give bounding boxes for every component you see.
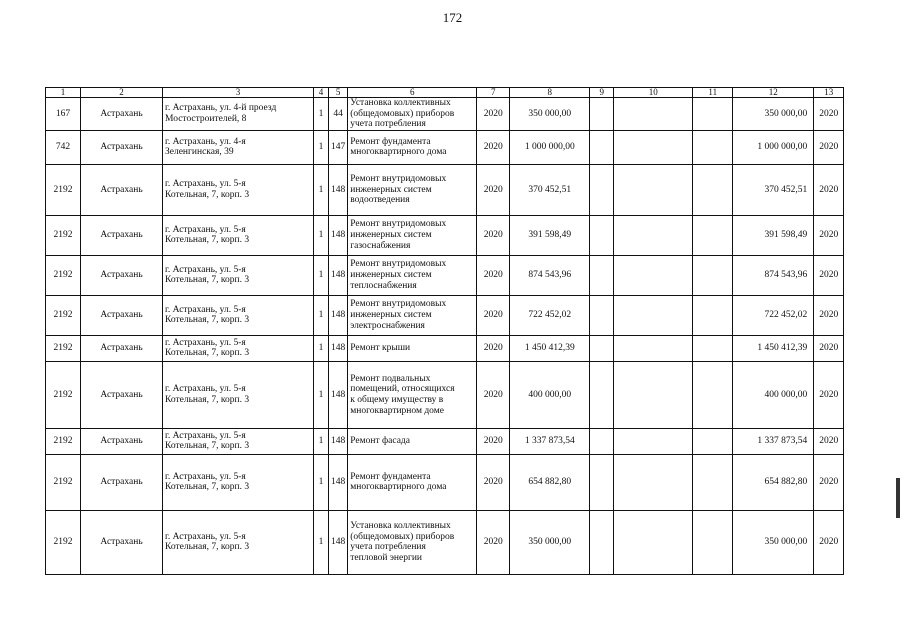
column-header: 9 [590,88,614,98]
city-cell: Астрахань [81,98,163,131]
year-cell: 2020 [477,98,510,131]
column-header: 8 [510,88,590,98]
empty-cell [614,164,693,215]
empty-cell [590,454,614,510]
column-header: 4 [314,88,329,98]
column-4-cell: 1 [314,428,329,454]
address-line: Мостостроителей, 8 [165,113,247,124]
work-type-cell [348,335,477,361]
work-type-cell [348,98,477,131]
work-type-line: электроснабжения [350,320,425,331]
column-5-cell: 148 [329,164,348,215]
total-cost-cell: 722 452,02 [733,295,814,335]
row-number: 2192 [46,510,81,574]
work-type-line: инженерных систем [350,270,432,281]
address-cell [163,335,314,361]
column-5-cell: 44 [329,98,348,131]
empty-cell [693,510,733,574]
total-cost-cell: 1 000 000,00 [733,130,814,164]
work-type-cell [348,295,477,335]
cost-cell: 350 000,00 [510,98,590,131]
column-4-cell: 1 [314,255,329,295]
empty-cell [614,215,693,255]
address-line: Котельная, 7, корп. 3 [165,542,250,553]
address-line: г. Астрахань, ул. 5-я [165,337,246,348]
table-row [46,215,844,255]
address-cell [163,295,314,335]
empty-cell [590,428,614,454]
year-cell: 2020 [477,130,510,164]
total-cost-cell: 370 452,51 [733,164,814,215]
work-type-line: многоквартирного дома [350,482,447,493]
completion-year-cell: 2020 [814,335,844,361]
work-type-line: помещений, относящихся [350,384,455,395]
table-row [46,255,844,295]
total-cost-cell: 350 000,00 [733,510,814,574]
empty-cell [693,454,733,510]
column-header: 5 [329,88,348,98]
address-line: Котельная, 7, корп. 3 [165,189,250,200]
table-row [46,335,844,361]
total-cost-cell: 654 882,80 [733,454,814,510]
row-number: 2192 [46,335,81,361]
completion-year-cell: 2020 [814,428,844,454]
table-row [46,361,844,428]
table-row [46,295,844,335]
address-cell [163,255,314,295]
work-type-line: Ремонт фасада [350,436,410,447]
empty-cell [693,164,733,215]
empty-cell [693,255,733,295]
address-line: г. Астрахань, ул. 4-й проезд [165,103,277,114]
address-line: Котельная, 7, корп. 3 [165,441,250,452]
column-header: 10 [614,88,693,98]
cost-cell: 1 450 412,39 [510,335,590,361]
work-type-line: учета потребления [350,119,426,130]
work-type-cell [348,130,477,164]
column-5-cell: 148 [329,510,348,574]
table-row [46,454,844,510]
table-row [46,428,844,454]
completion-year-cell: 2020 [814,454,844,510]
city-cell: Астрахань [81,130,163,164]
column-header: 2 [81,88,163,98]
column-5-cell: 148 [329,215,348,255]
empty-cell [590,255,614,295]
address-cell [163,215,314,255]
empty-cell [693,361,733,428]
column-5-cell: 148 [329,295,348,335]
year-cell: 2020 [477,454,510,510]
column-5-cell: 148 [329,335,348,361]
empty-cell [590,335,614,361]
completion-year-cell: 2020 [814,130,844,164]
work-type-line: теплоснабжения [350,280,417,291]
address-line: г. Астрахань, ул. 5-я [165,384,246,395]
empty-cell [693,215,733,255]
empty-cell [614,98,693,131]
row-number: 167 [46,98,81,131]
city-cell: Астрахань [81,510,163,574]
cost-cell: 1 337 873,54 [510,428,590,454]
work-type-line: Ремонт фундамента [350,136,431,147]
empty-cell [614,295,693,335]
cost-cell: 400 000,00 [510,361,590,428]
work-type-cell [348,510,477,574]
column-4-cell: 1 [314,164,329,215]
column-4-cell: 1 [314,295,329,335]
column-5-cell: 148 [329,361,348,428]
work-type-cell [348,215,477,255]
address-line: г. Астрахань, ул. 5-я [165,430,246,441]
cost-cell: 370 452,51 [510,164,590,215]
address-cell [163,428,314,454]
address-line: Котельная, 7, корп. 3 [165,348,250,359]
completion-year-cell: 2020 [814,361,844,428]
empty-cell [693,335,733,361]
work-type-line: Ремонт подвальных [350,373,431,384]
cost-cell: 350 000,00 [510,510,590,574]
table-row [46,130,844,164]
address-line: Зеленгинская, 39 [165,147,234,158]
total-cost-cell: 400 000,00 [733,361,814,428]
work-type-line: (общедомовых) приборов [350,108,455,119]
address-line: Котельная, 7, корп. 3 [165,315,250,326]
city-cell: Астрахань [81,255,163,295]
address-cell [163,164,314,215]
city-cell: Астрахань [81,215,163,255]
address-line: г. Астрахань, ул. 5-я [165,224,246,235]
year-cell: 2020 [477,295,510,335]
address-line: г. Астрахань, ул. 5-я [165,304,246,315]
column-5-cell: 148 [329,428,348,454]
column-4-cell: 1 [314,335,329,361]
address-line: Котельная, 7, корп. 3 [165,394,250,405]
address-line: Котельная, 7, корп. 3 [165,482,250,493]
column-4-cell: 1 [314,98,329,131]
address-line: Котельная, 7, корп. 3 [165,275,250,286]
table-row [46,510,844,574]
completion-year-cell: 2020 [814,215,844,255]
work-type-line: водоотведения [350,195,410,206]
row-number: 2192 [46,428,81,454]
completion-year-cell: 2020 [814,164,844,215]
work-type-line: учета потребления [350,542,426,553]
year-cell: 2020 [477,428,510,454]
empty-cell [590,510,614,574]
city-cell: Астрахань [81,335,163,361]
completion-year-cell: 2020 [814,295,844,335]
empty-cell [614,454,693,510]
work-type-line: многоквартирного дома [350,147,447,158]
year-cell: 2020 [477,361,510,428]
row-number: 2192 [46,454,81,510]
empty-cell [693,130,733,164]
column-header: 7 [477,88,510,98]
empty-cell [693,295,733,335]
work-type-line: (общедомовых) приборов [350,531,455,542]
work-type-line: к общему имуществу в [350,394,444,405]
table-row [46,98,844,131]
column-5-cell: 148 [329,255,348,295]
row-number: 2192 [46,295,81,335]
address-line: Котельная, 7, корп. 3 [165,235,250,246]
empty-cell [590,130,614,164]
empty-cell [693,428,733,454]
row-number: 2192 [46,215,81,255]
work-type-line: инженерных систем [350,310,432,321]
column-5-cell: 147 [329,130,348,164]
capital-repair-register-table [45,87,844,575]
total-cost-cell: 874 543,96 [733,255,814,295]
column-4-cell: 1 [314,510,329,574]
year-cell: 2020 [477,164,510,215]
address-line: г. Астрахань, ул. 5-я [165,531,246,542]
completion-year-cell: 2020 [814,98,844,131]
work-type-line: Ремонт внутридомовых [350,259,447,270]
empty-cell [590,361,614,428]
year-cell: 2020 [477,510,510,574]
work-type-cell [348,454,477,510]
address-line: г. Астрахань, ул. 4-я [165,136,246,147]
column-header: 1 [46,88,81,98]
scan-edge-mark [896,478,900,518]
column-header: 13 [814,88,844,98]
year-cell: 2020 [477,335,510,361]
work-type-cell [348,255,477,295]
total-cost-cell: 350 000,00 [733,98,814,131]
empty-cell [693,98,733,131]
work-type-cell [348,164,477,215]
column-number-header-row [46,88,844,98]
column-4-cell: 1 [314,215,329,255]
empty-cell [590,98,614,131]
cost-cell: 391 598,49 [510,215,590,255]
work-type-line: инженерных систем [350,230,432,241]
cost-cell: 1 000 000,00 [510,130,590,164]
work-type-line: Ремонт внутридомовых [350,173,447,184]
page-number: 172 [442,10,463,25]
work-type-line: Ремонт фундамента [350,471,431,482]
empty-cell [614,130,693,164]
total-cost-cell: 1 450 412,39 [733,335,814,361]
row-number: 742 [46,130,81,164]
work-type-line: Установка коллективных [350,521,451,532]
address-line: г. Астрахань, ул. 5-я [165,264,246,275]
column-4-cell: 1 [314,454,329,510]
empty-cell [590,215,614,255]
city-cell: Астрахань [81,164,163,215]
row-number: 2192 [46,164,81,215]
work-type-line: газоснабжения [350,240,411,251]
empty-cell [614,428,693,454]
work-type-cell [348,361,477,428]
column-header: 11 [693,88,733,98]
cost-cell: 722 452,02 [510,295,590,335]
column-4-cell: 1 [314,130,329,164]
empty-cell [614,335,693,361]
column-header: 3 [163,88,314,98]
column-header: 6 [348,88,477,98]
cost-cell: 654 882,80 [510,454,590,510]
table-row [46,164,844,215]
city-cell: Астрахань [81,361,163,428]
column-header: 12 [733,88,814,98]
work-type-line: Ремонт внутридомовых [350,219,447,230]
row-number: 2192 [46,255,81,295]
row-number: 2192 [46,361,81,428]
work-type-cell [348,428,477,454]
work-type-line: Установка коллективных [350,98,451,108]
address-line: г. Астрахань, ул. 5-я [165,471,246,482]
work-type-line: инженерных систем [350,184,432,195]
column-4-cell: 1 [314,361,329,428]
total-cost-cell: 391 598,49 [733,215,814,255]
address-cell [163,130,314,164]
year-cell: 2020 [477,255,510,295]
work-type-line: тепловой энергии [350,553,423,563]
city-cell: Астрахань [81,295,163,335]
address-cell [163,361,314,428]
empty-cell [614,510,693,574]
address-cell [163,510,314,574]
cost-cell: 874 543,96 [510,255,590,295]
total-cost-cell: 1 337 873,54 [733,428,814,454]
empty-cell [614,255,693,295]
work-type-line: многоквартирном доме [350,405,444,416]
city-cell: Астрахань [81,428,163,454]
address-cell [163,454,314,510]
address-cell [163,98,314,131]
empty-cell [614,361,693,428]
work-type-line: Ремонт внутридомовых [350,299,447,310]
address-line: г. Астрахань, ул. 5-я [165,179,246,190]
empty-cell [590,164,614,215]
completion-year-cell: 2020 [814,255,844,295]
column-5-cell: 148 [329,454,348,510]
completion-year-cell: 2020 [814,510,844,574]
work-type-line: Ремонт крыши [350,343,411,354]
empty-cell [590,295,614,335]
year-cell: 2020 [477,215,510,255]
city-cell: Астрахань [81,454,163,510]
